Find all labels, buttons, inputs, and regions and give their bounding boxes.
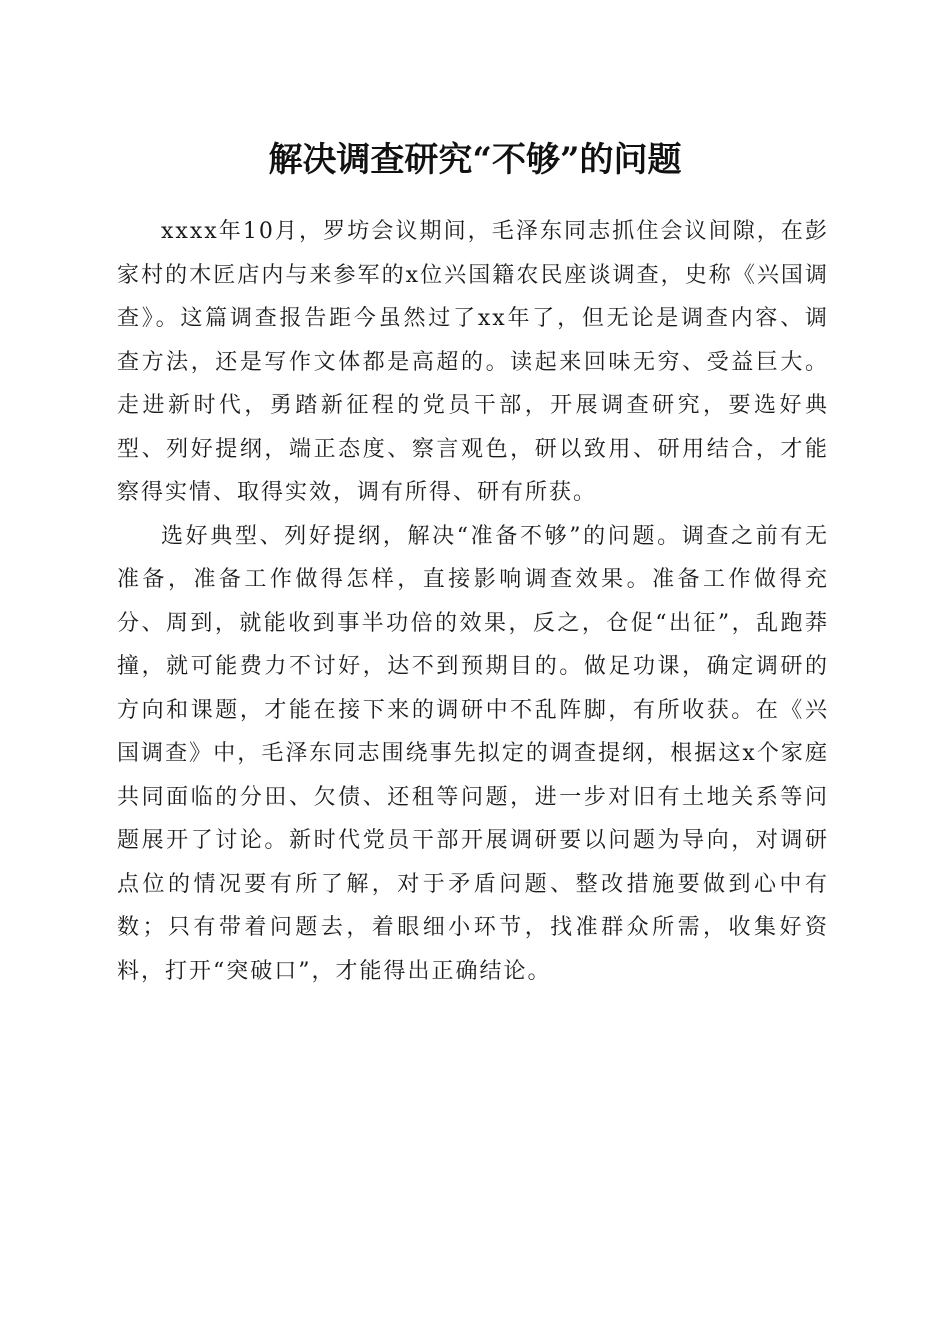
paragraph-intro: xxxx年10月，罗坊会议期间，毛泽东同志抓住会议间隙，在彭家村的木匠店内与来参军的x位兴国籍农民座谈调查，史称《兴国调查》。这篇调查报告距今虽然过了xx年了，但无论是调查内容、调查方法，还是写作文体都是高超的。读起来回味无穷、受益巨大。走进新时代，勇踏新征程的党员干部，开展调查研究，要选好典型、列好提纲，端正态度、察言观色，研以致用、研用结合，才能察得实情、取得实效，调有所得、研有所获。 bbox=[117, 219, 829, 505]
document-body bbox=[117, 210, 829, 993]
paragraph-preparation: 选好典型、列好提纲，解决“准备不够”的问题。调查之前有无准备，准备工作做得怎样，直接影响调查效果。准备工作做得充分、周到，就能收到事半功倍的效果，反之，仓促“出征”，乱跑莽撞，就可能费力不讨好，达不到预期目的。做足功课，确定调研的方向和课题，才能在接下来的调研中不乱阵脚，有所收获。在《兴国调查》中，毛泽东同志围绕事先拟定的调查提纲，根据这x个家庭共同面临的分田、欠债、还租等问题，进一步对旧有土地关系等问题展开了讨论。新时代党员干部开展调研要以问题为导向，对调研点位的情况要有所了解，对于矛盾问题、整改措施要做到心中有数；只有带着问题去，着眼细小环节，找准群众所需，收集好资料，打开“突破口”，才能得出正确结论。 bbox=[117, 523, 829, 984]
document-title: 解决调查研究“不够”的问题 bbox=[268, 140, 682, 180]
